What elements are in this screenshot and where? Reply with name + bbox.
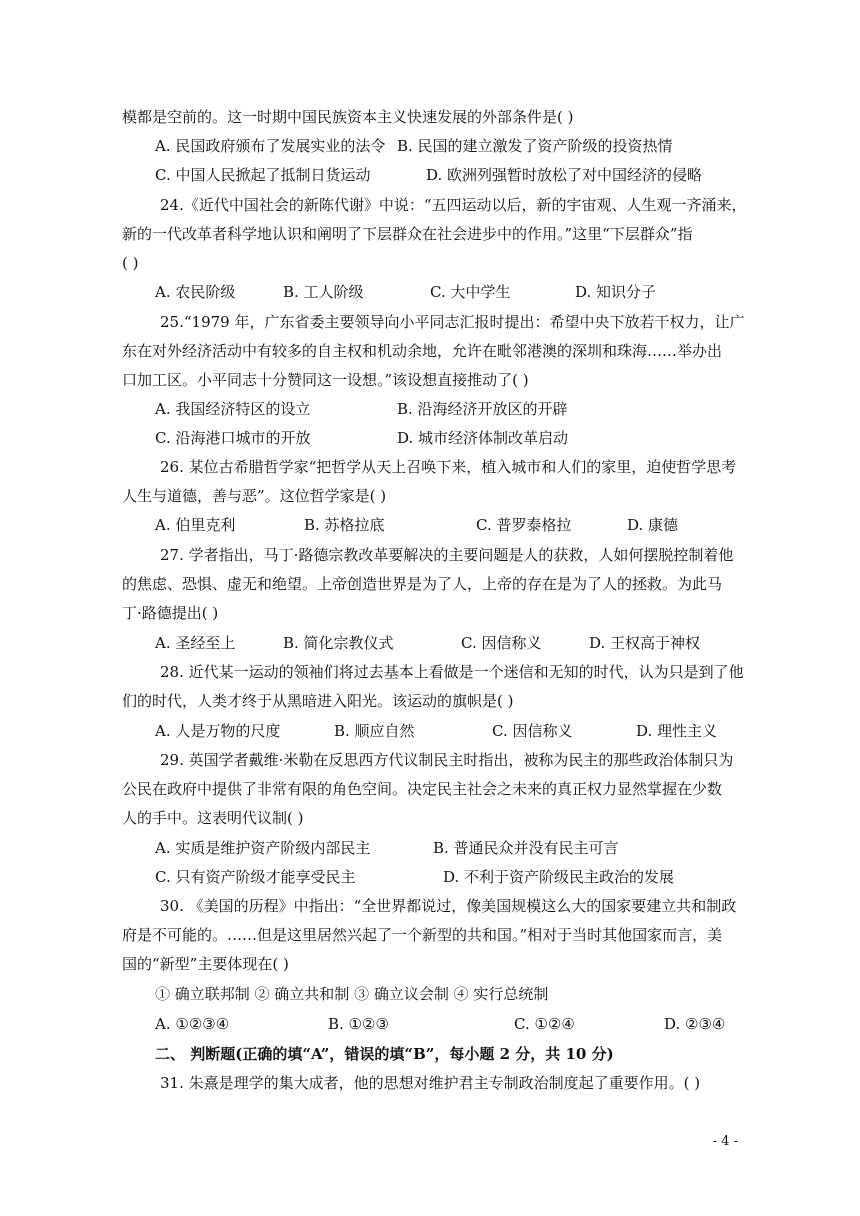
answer-option: B. 苏格拉底: [304, 516, 385, 534]
text-line: ① 确立联邦制 ② 确立共和制 ③ 确立议会制 ④ 实行总统制: [155, 985, 549, 1003]
text-line: 人的手中。这表明代议制( ): [122, 809, 304, 827]
answer-option: D. 知识分子: [575, 283, 657, 301]
answer-option: D. 王权高于神权: [589, 634, 701, 652]
answer-option: C. 中国人民掀起了抵制日货运动: [155, 166, 371, 184]
answer-option: C. 因信称义: [461, 634, 542, 652]
answer-option: D. 理性主义: [636, 722, 718, 740]
answer-option: C. 普罗泰格拉: [476, 516, 572, 534]
text-line: 30. 《美国的历程》中指出：“全世界都说过，像美国规模这么大的国家要建立共和制政: [160, 897, 737, 915]
text-line: 府是不可能的。……但是这里居然兴起了一个新型的共和国。”相对于当时其他国家而言，美: [122, 926, 723, 944]
text-line: 国的“新型”主要体现在( ): [122, 955, 289, 973]
text-line: 29. 英国学者戴维·米勒在反思西方代议制民主时指出，被称为民主的那些政治体制只为: [160, 751, 734, 769]
answer-option: C. 因信称义: [492, 722, 573, 740]
text-line: 们的时代，人类才终于从黑暗进入阳光。该运动的旗帜是( ): [122, 692, 514, 710]
answer-option: B. ①②③: [328, 1015, 389, 1033]
section-heading: 二、 判断题(正确的填“A”，错误的填“B”，每小题 2 分，共 10 分): [155, 1045, 614, 1063]
answer-option: D. 城市经济体制改革启动: [397, 429, 569, 447]
text-line: 28. 近代某一运动的领袖们将过去基本上看做是一个迷信和无知的时代，认为只是到了他: [160, 663, 744, 681]
answer-option: A. 实质是维护资产阶级内部民主: [155, 839, 371, 857]
answer-option: C. ①②④: [514, 1015, 575, 1033]
answer-option: B. 工人阶级: [283, 283, 364, 301]
answer-option: B. 简化宗教仪式: [283, 634, 394, 652]
text-line: 丁·路德提出( ): [122, 604, 219, 622]
answer-option: A. 农民阶级: [155, 283, 236, 301]
answer-option: D. 不利于资产阶级民主政治的发展: [443, 868, 675, 886]
answer-option: D. 欧洲列强暂时放松了对中国经济的侵略: [426, 166, 703, 184]
text-line: 31. 朱熹是理学的集大成者，他的思想对维护君主专制政治制度起了重要作用。( ): [160, 1074, 701, 1092]
answer-option: A. 我国经济特区的设立: [155, 400, 311, 418]
answer-option: B. 普通民众并没有民主可言: [433, 839, 619, 857]
answer-option: A. 伯里克利: [155, 516, 236, 534]
answer-option: B. 沿海经济开放区的开辟: [397, 400, 568, 418]
answer-option: C. 只有资产阶级才能享受民主: [155, 868, 356, 886]
text-line: ( ): [122, 254, 139, 272]
answer-option: B. 顺应自然: [334, 722, 415, 740]
answer-option: D. ②③④: [664, 1015, 726, 1033]
text-line: 模都是空前的。这一时期中国民族资本主义快速发展的外部条件是( ): [122, 108, 574, 126]
text-line: 人生与道德，善与恶”。这位哲学家是( ): [122, 487, 387, 505]
text-line: 27. 学者指出，马丁·路德宗教改革要解决的主要问题是人的获救，人如何摆脱控制着他: [160, 546, 734, 564]
page-number: - 4 -: [712, 1134, 738, 1149]
answer-option: C. 沿海港口城市的开放: [155, 429, 311, 447]
answer-option: A. 圣经至上: [155, 634, 236, 652]
text-line: 24.《近代中国社会的新陈代谢》中说：“五四运动以后，新的宇宙观、人生观一齐涌来，: [160, 196, 747, 214]
answer-option: A. ①②③④: [155, 1015, 230, 1033]
text-line: 的焦虑、恐惧、虚无和绝望。上帝创造世界是为了人，上帝的存在是为了人的拯救。为此马: [122, 575, 723, 593]
text-line: 新的一代改革者科学地认识和阐明了下层群众在社会进步中的作用。”这里“下层群众”指: [122, 225, 693, 243]
text-line: 25.“1979 年，广东省委主要领导向小平同志汇报时提出：希望中央下放若干权力，让广: [160, 313, 745, 331]
text-line: 口加工区。小平同志十分赞同这一设想。”该设想直接推动了( ): [122, 371, 529, 389]
text-line: 26. 某位古希腊哲学家“把哲学从天上召唤下来，植入城市和人们的家里，迫使哲学思考: [160, 458, 737, 476]
answer-option: A. 民国政府颁布了发展实业的法令: [155, 137, 386, 155]
text-line: 东在对外经济活动中有较多的自主权和机动余地，允许在毗邻港澳的深圳和珠海……举办出: [122, 342, 723, 360]
answer-option: C. 大中学生: [430, 283, 511, 301]
answer-option: B. 民国的建立激发了资产阶级的投资热情: [397, 137, 673, 155]
answer-option: D. 康德: [627, 516, 679, 534]
text-line: 公民在政府中提供了非常有限的角色空间。决定民主社会之未来的真正权力显然掌握在少数: [122, 780, 723, 798]
answer-option: A. 人是万物的尺度: [155, 722, 281, 740]
